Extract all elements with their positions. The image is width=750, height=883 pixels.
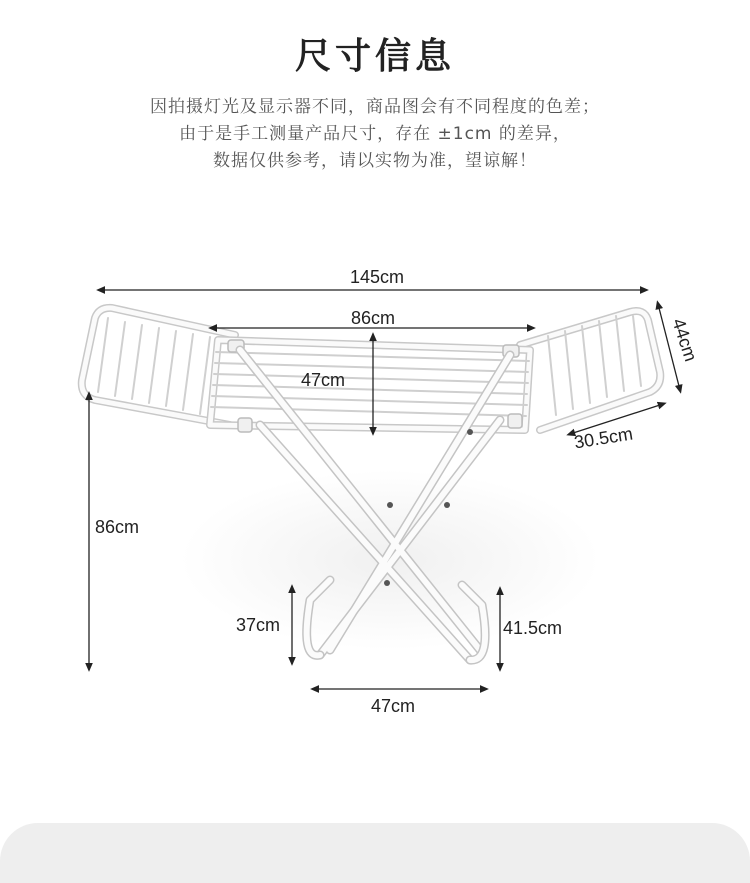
dim-total-height: 86cm (95, 517, 140, 537)
dim-right-foot-height: 41.5cm (503, 618, 563, 638)
next-section-panel (0, 823, 750, 883)
dim-total-width: 145cm (350, 267, 405, 287)
dim-base-width: 47cm (371, 696, 416, 716)
dim-center-width: 86cm (351, 308, 396, 328)
disclaimer-line-1: 因拍摄灯光及显示器不同，商品图会有不同程度的色差； (150, 97, 600, 117)
center-frame (210, 340, 530, 432)
disclaimer-line-2: 由于是手工测量产品尺寸，存在 ±1cm 的差异， (179, 124, 571, 144)
disclaimer-line-3: 数据仅供参考，请以实物为准，望谅解！ (213, 151, 537, 171)
page-title: 尺寸信息 (294, 36, 455, 77)
dim-wing-length: 44cm (668, 315, 701, 364)
dim-left-foot-height: 37cm (236, 615, 281, 635)
dim-center-depth: 47cm (301, 370, 346, 390)
dim-wing-width: 30.5cm (572, 423, 635, 453)
